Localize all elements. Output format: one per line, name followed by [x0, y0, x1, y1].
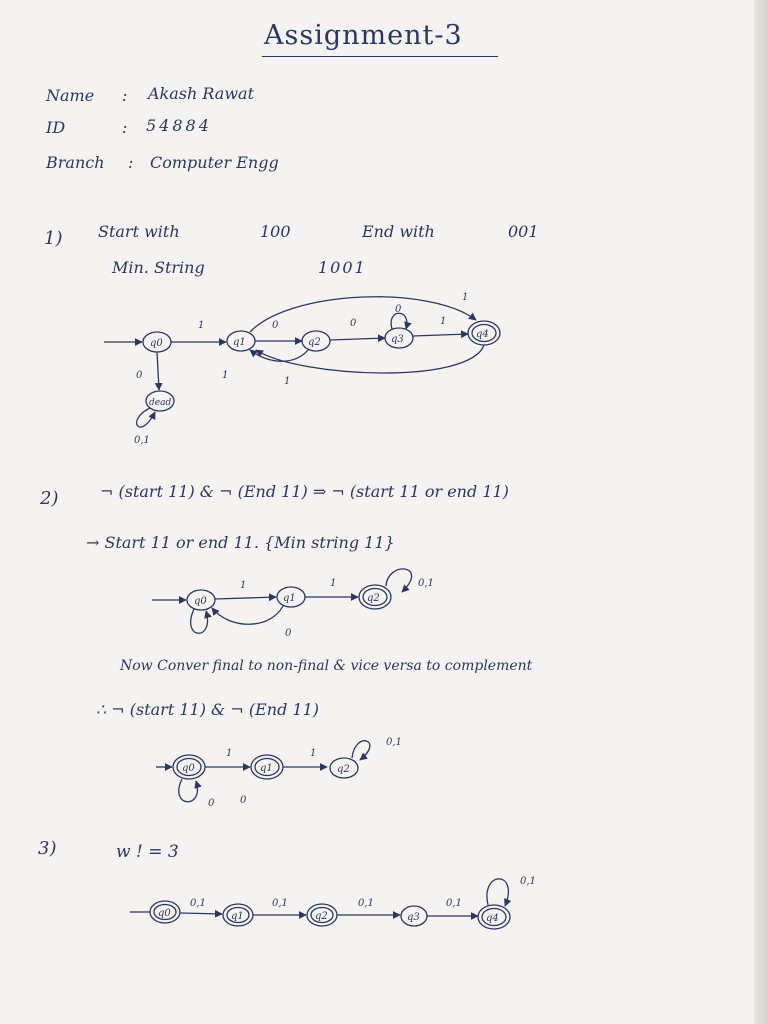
q3-edge-q0-q1: [180, 913, 222, 914]
q1-edge-label-q1-q2: 0: [272, 320, 279, 331]
q2b-edge-label-q1-q2: 1: [310, 748, 317, 759]
q1-loop-q3: [391, 313, 407, 329]
q1-end-value: 001: [508, 222, 539, 241]
q1-edge-q3-q4: [413, 334, 468, 336]
q2-number: 2): [40, 488, 59, 509]
q2a-edge-label-arc-q1-q0: 0: [285, 628, 292, 639]
q1-end-label: End with: [362, 222, 435, 241]
q1-loop-dead: [137, 408, 155, 427]
q3-label-q3: q3: [407, 912, 420, 923]
q2b-edge-label-loop-q2: 0,1: [386, 737, 402, 748]
q2b-label-q0: q0: [182, 763, 195, 774]
q1-edge-label-q0-q1: 1: [198, 320, 205, 331]
q1-edge-label-q3-q4: 1: [440, 316, 447, 327]
q2b-loop-q2: [352, 741, 370, 760]
q3-label-q0: q0: [158, 908, 171, 919]
q1-label-q4: q4: [476, 329, 489, 340]
q1-edge-label-arc-top: 1: [462, 292, 469, 303]
q1-edge-q0-dead: [157, 352, 159, 390]
q2-now-line: Now Conver final to non-final & vice versa to complement: [120, 658, 533, 674]
q1-label-q3: q3: [391, 334, 404, 345]
q1-edge-q2-q3: [330, 338, 385, 340]
q1-edge-label-q2-q3: 0: [350, 318, 357, 329]
q1-label-q1: q1: [233, 337, 246, 348]
q1-edge-label-q0-dead: 0: [136, 370, 143, 381]
q1-label-dead: dead: [149, 398, 172, 408]
q1-label-q2: q2: [308, 337, 321, 348]
q1-edge-label-loop-dead: 0,1: [134, 435, 150, 446]
id-label: ID: [46, 118, 66, 137]
q2a-edge-q0-q1: [215, 597, 276, 599]
q1-edge-label-arc-q4: 1: [284, 376, 291, 387]
q3-edge-label-q0-q1: 0,1: [190, 898, 206, 909]
q3-edge-label-q2-q3: 0,1: [358, 898, 374, 909]
q2b-edge-label-q0-q1: 1: [226, 748, 233, 759]
branch-label: Branch: [46, 153, 105, 172]
q3-loop-q4: [487, 879, 508, 906]
q1-number: 1): [44, 228, 63, 249]
q3-edge-label-q1-q2: 0,1: [272, 898, 288, 909]
assignment-title: Assignment-3: [264, 20, 463, 51]
q1-start-value: 100: [260, 222, 291, 241]
q2a-edge-label-q0-q1: 1: [240, 580, 247, 591]
q1-edge-label-arc-q2: 1: [222, 370, 229, 381]
q1-min-label: Min. String: [112, 258, 205, 277]
q3-edge-label-loop-q4: 0,1: [520, 876, 536, 887]
name-label: Name: [46, 86, 95, 105]
q2b-label-q2: q2: [337, 764, 350, 775]
q1-start-label: Start with: [98, 222, 180, 241]
id-colon: :: [122, 118, 128, 137]
q2-line1: ¬ (start 11) & ¬ (End 11) ⇒ ¬ (start 11 or end 11): [100, 482, 509, 501]
q2b-edge-label-loop-q0-b: 0: [240, 795, 247, 806]
branch-colon: :: [128, 153, 134, 172]
q2-line2: → Start 11 or end 11. {Min string 11}: [86, 533, 395, 552]
name-value: Akash Rawat: [148, 84, 255, 103]
q2-therefore-line: ∴ ¬ (start 11) & ¬ (End 11): [96, 700, 320, 719]
id-value: 54884: [146, 116, 212, 135]
q2b-loop-q0: [179, 779, 198, 802]
q3-edge-label-q3-q4: 0,1: [446, 898, 462, 909]
q3-number: 3): [38, 838, 57, 859]
q2a-label-q2: q2: [367, 593, 380, 604]
q2a-label-q0: q0: [194, 596, 207, 607]
q2a-loop-q2: [386, 569, 412, 592]
q2b-edge-label-loop-q0-a: 0: [208, 798, 215, 809]
branch-value: Computer Engg: [150, 153, 279, 172]
q2b-label-q1: q1: [260, 763, 273, 774]
q3-label-q2: q2: [315, 911, 328, 922]
q2a-edge-label-q1-q2: 1: [330, 578, 337, 589]
q1-min-value: 1001: [318, 258, 367, 277]
q3-label-q1: q1: [231, 911, 244, 922]
q2a-loop-q0: [191, 609, 208, 633]
q3-label-q4: q4: [486, 913, 499, 924]
q1-edge-label-loop-q3: 0: [395, 304, 402, 315]
q2a-edge-label-loop-q2: 0,1: [418, 578, 434, 589]
q2a-arc-q1-q0: [212, 606, 283, 624]
q3-expression: w ! = 3: [116, 842, 179, 862]
q1-label-q0: q0: [150, 338, 163, 349]
name-colon: :: [122, 86, 128, 105]
q2a-label-q1: q1: [283, 593, 296, 604]
q1-arc-q4-q1: [256, 345, 484, 373]
